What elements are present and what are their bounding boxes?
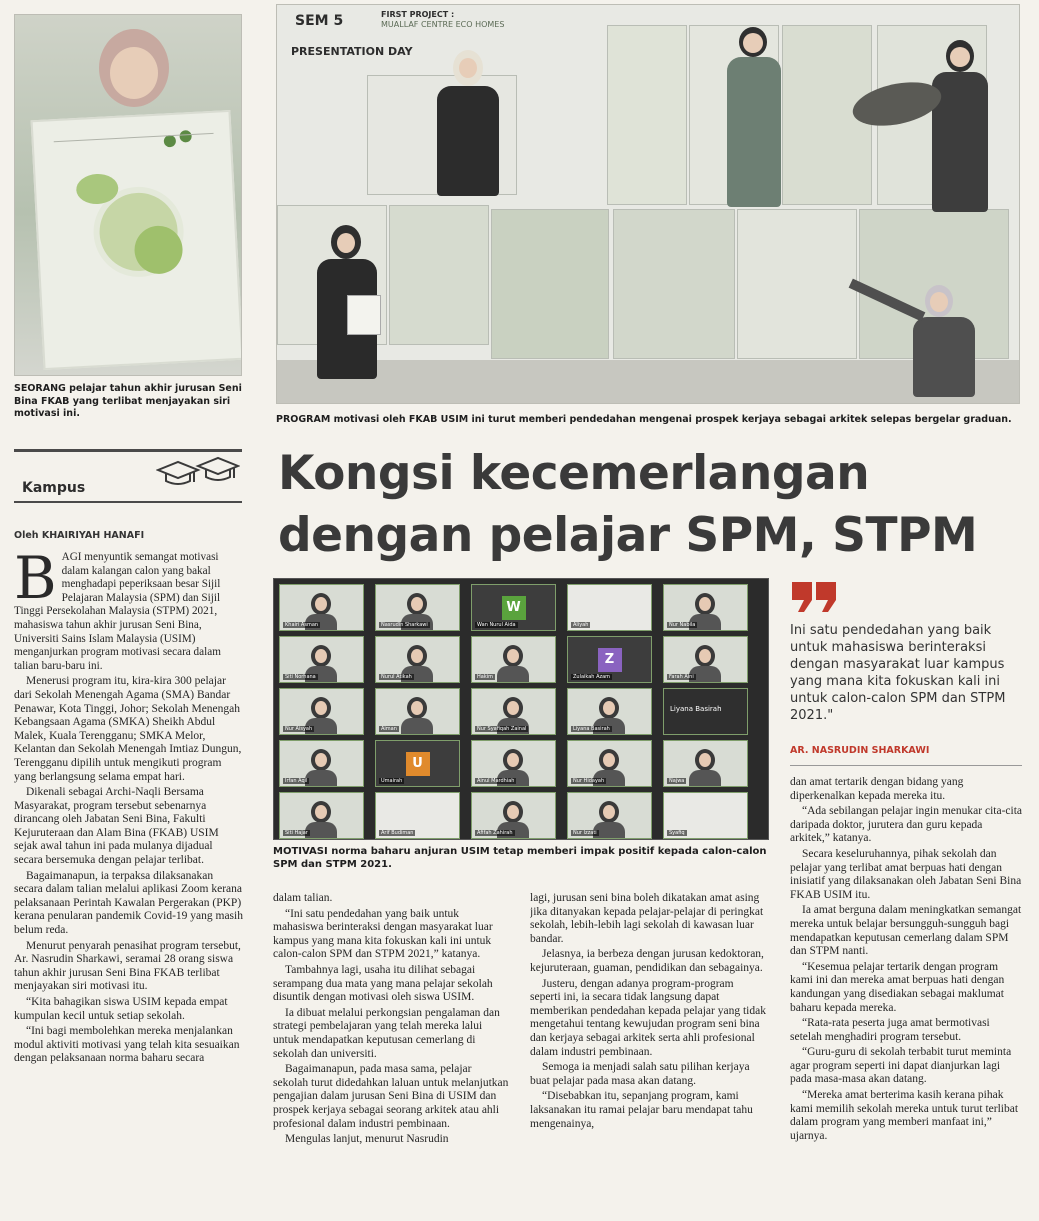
article-paragraph: “Kita bahagikan siswa USIM kepada empat kumpulan kecil untuk setiap sekolah. [14, 996, 228, 1022]
participant-initial-avatar: Z [598, 648, 622, 672]
zoom-participant-tile [663, 688, 748, 735]
headline-line2: dengan pelajar SPM, STPM [278, 508, 978, 563]
article-paragraph: “Ini satu pendedahan yang baik untuk mahasiswa berinteraksi dengan masyarakat luar kampus yang mana kita fokuskan kali ini untuk calon-calon SPM dan STPM 2021,” katanya. [273, 907, 493, 961]
zoom-participant-tile [279, 792, 364, 839]
article-paragraph: “Rata-rata peserta juga amat bermotivasi setelah menghadiri program tersebut. [790, 1017, 990, 1043]
zoom-participant-tile [567, 584, 652, 631]
zoom-participant-tile [471, 688, 556, 735]
article-paragraph: Jelasnya, ia berbeza dengan jurusan kedoktoran, kejuruteraan, guaman, pendidikan dan sebagainya. [530, 948, 764, 974]
article-column-3 [530, 892, 766, 1217]
zoom-participant-tile [375, 584, 460, 631]
headline-line1: Kongsi kecemerlangan [278, 446, 870, 501]
participant-name-label: Ainul Mardhiah [477, 778, 515, 784]
participant-name-label: Afifah Zahirah [477, 830, 513, 836]
participant-name-label: Nur Izzati [573, 830, 597, 836]
zoom-participant-tile [471, 584, 556, 631]
zoom-participant-tile [567, 740, 652, 787]
participant-name-label: Siti Hajar [285, 830, 308, 836]
pull-quote: Ini satu pendedahan yang baik untuk mahasiswa berinteraksi dengan masyarakat luar kampus yang mana kita fokuskan kali ini untuk calon-calon SPM dan STPM 2021." [790, 623, 1006, 723]
zoom-screenshot [273, 578, 769, 840]
zoom-participant-tile [279, 584, 364, 631]
zoom-participant-tile [375, 740, 460, 787]
zoom-participant-tile [471, 636, 556, 683]
article-paragraph: Dikenali sebagai Archi-Naqli Bersama Masyarakat, program tersebut sebenarnya dirancang oleh Jabatan Seni Bina, Fakulti Kejuruteraan dan Alam Bina (FKAB) USIM sejak awal tahun ini pada mulanya dijadual secara bersemuka dengan pelajar terlibat. [14, 786, 219, 867]
participant-name-label: Arif Budiman [381, 830, 414, 836]
article-paragraph: Menerusi program itu, kira-kira 300 pelajar dari Sekolah Menengah Agama (SMA) Bandar Penawar, Kota Tinggi, Johor; Sekolah Menengah Kebangsaan Agama (SMKA) Sheikh Abdul Malek, Kuala Terengganu; SMKA Melor, Kelantan dan Sekolah Menengah Imtiaz Dungun, Terengganu dipilih untuk mengikuti program yang berlangsung selama empat hari. [14, 675, 242, 783]
zoom-participant-tile [471, 740, 556, 787]
pull-quote-author: AR. NASRUDIN SHARKAWI [790, 745, 930, 756]
zoom-participant-tile [279, 688, 364, 735]
participant-name-label: Nasrudin Sharkawi [381, 622, 428, 628]
section-rule-bottom [14, 501, 242, 503]
participant-name-label: Nur Syafiqah Zainal [477, 726, 527, 732]
article-column-2 [273, 892, 509, 1217]
zoom-participant-tile [375, 636, 460, 683]
top-main-caption: PROGRAM motivasi oleh FKAB USIM ini turut memberi pendedahan mengenai prospek kerjaya sebagai arkitek selepas bergelar graduan. [276, 414, 1012, 425]
article-paragraph: dalam talian. [273, 892, 333, 904]
article-paragraph: Secara keseluruhannya, pihak sekolah dan pelajar yang terlibat amat berpuas hati dengan inisiatif yang dilaksanakan oleh Jabatan Seni Bina FKAB USIM itu. [790, 847, 1022, 901]
presentation-day-photo [276, 4, 1020, 404]
article-paragraph: “Mereka amat berterima kasih kerana pihak kami memilih sekolah mereka untuk turut terlibat dalam program yang memberi manfaat ini,” ujarnya. [790, 1089, 1019, 1142]
zoom-participant-tile [279, 740, 364, 787]
participant-name-label: Nur Aisyah [285, 726, 313, 732]
article-paragraph: Bagaimanapun, ia terpaksa dilaksanakan secara dalam talian melalui aplikasi Zoom kerana pelaksanaan Perintah Kawalan Pergerakan (PKP) kerana penularan pandemik Covid-19 yang masih belum reda. [14, 869, 243, 937]
article-paragraph: dan amat tertarik dengan bidang yang diperkenalkan kepada mereka itu. [790, 776, 964, 802]
zoom-participant-tile [663, 740, 748, 787]
participant-name-label: Siti Norhana [285, 674, 316, 680]
byline: Oleh KHAIRIYAH HANAFI [14, 530, 145, 541]
participant-name-label: Khairi Asman [285, 622, 319, 628]
zoom-participant-tile [567, 636, 652, 683]
participant-name-label: Nurul Atikah [381, 674, 412, 680]
article-paragraph: Semoga ia menjadi salah satu pilihan kerjaya buat pelajar pada masa akan datang. [530, 1061, 750, 1087]
article-paragraph: “Ada sebilangan pelajar ingin menukar cita-cita daripada doktor, jurutera dan guru kepada arkitek,” katanya. [790, 805, 1022, 845]
site-model-board [31, 110, 242, 370]
article-paragraph: Bagaimanapun, pada masa sama, pelajar sekolah turut didedahkan laluan untuk melanjutkan pengajian dalam jurusan Seni Bina di USIM dan prospek kerjaya sebagai seorang arkitek atau ahli profesional dalam industri pembinaan. [273, 1063, 509, 1130]
participant-name-label: Wan Nurul Aida [477, 622, 516, 628]
article-column-1 [14, 551, 244, 1211]
participant-name-card: Liyana Basirah [670, 705, 722, 713]
article-paragraph: lagi, jurusan seni bina boleh dikatakan amat asing jika ditanyakan kepada pelajar-pelajar di peringkat sekolah, lebih-lebih lagi sekolah di kawasan luar bandar. [530, 892, 764, 945]
zoom-participant-tile [567, 688, 652, 735]
section-label: Kampus [22, 480, 86, 496]
participant-name-label: Syafiq [669, 830, 685, 836]
article-paragraph: “Disebabkan itu, sepanjang program, kami laksanakan itu ramai pelajar baru mendapat tahu mengenainya, [530, 1090, 753, 1130]
participant-initial-avatar: W [502, 596, 526, 620]
first-project-name: MUALLAF CENTRE ECO HOMES [381, 20, 505, 29]
quote-mark-icon [790, 580, 840, 614]
participant-name-label: Liyana Basirah [573, 726, 610, 732]
sem-label: SEM 5 [295, 13, 344, 29]
article-paragraph: Justeru, dengan adanya program-program seperti ini, ia secara tidak langsung dapat memberikan pendedahan kepada pelajar yang tidak mengetahui tentang kewujudan program seni bina dan kerjaya sebagai arkitek serta ahli profesional dalam industri pembinaan. [530, 977, 766, 1058]
participant-name-label: Hakim [477, 674, 493, 680]
zoom-participant-tile [663, 792, 748, 839]
zoom-caption: MOTIVASI norma baharu anjuran USIM tetap memberi impak positif kepada calon-calon SPM dan STPM 2021. [273, 846, 767, 870]
participant-name-label: Irfan Aqil [285, 778, 308, 784]
zoom-participant-tile [471, 792, 556, 839]
zoom-participant-tile [279, 636, 364, 683]
article-paragraph: “Guru-guru di sekolah terbabit turut meminta agar program seperti ini dapat dianjurkan lagi pada masa-masa akan datang. [790, 1046, 1012, 1086]
participant-initial-avatar: U [406, 752, 430, 776]
section-rule-top [14, 449, 242, 452]
article-paragraph: “Kesemua pelajar tertarik dengan program kami ini dan mereka amat berpuas hati dengan kandungan yang disediakan sebagai maklumat baharu kepada mereka. [790, 960, 1005, 1014]
article-paragraph: Mengulas lanjut, menurut Nasrudin [285, 1133, 449, 1146]
drop-cap: B [14, 551, 57, 612]
zoom-participant-tile [375, 688, 460, 735]
participant-name-label: Nur Nabila [669, 622, 696, 628]
zoom-participant-tile [663, 584, 748, 631]
student-model-photo [14, 14, 242, 376]
participant-name-label: Nur Hidayah [573, 778, 605, 784]
article-paragraph: Ia dibuat melalui perkongsian pengalaman dan strategi pembelajaran yang telah mereka lalui untuk mendapatkan keputusan cemerlang di sekolah dan universiti. [273, 1006, 500, 1060]
pull-quote-divider [790, 765, 1022, 766]
zoom-participant-tile [375, 792, 460, 839]
article-paragraph: “Ini bagi membolehkan mereka menjalankan modul aktiviti motivasi yang telah kita sesuaikan dengan pelaksanaan norma baharu secara [14, 1025, 240, 1065]
article-paragraph: Ia amat berguna dalam meningkatkan semangat mereka untuk belajar bersungguh-sungguh bagi mendapatkan keputusan cemerlang dalam SPM dan STPM nanti. [790, 904, 1022, 958]
presentation-day-label: PRESENTATION DAY [291, 45, 413, 58]
article-paragraph: Menurut penyarah penasihat program tersebut, Ar. Nasrudin Sharkawi, seramai 28 orang siswa tahun akhir jurusan Seni Bina FKAB terlibat menjayakan siri motivasi itu. [14, 939, 241, 993]
participant-name-label: Farah Aini [669, 674, 694, 680]
article-column-4 [790, 776, 1022, 1216]
article-paragraph: Tambahnya lagi, usaha itu dilihat sebagai serampang dua mata yang mana pelajar sekolah disuntik dengan motivasi oleh siswa USIM. [273, 963, 493, 1004]
participant-name-label: Umairah [381, 778, 403, 784]
participant-name-label: Aiman [381, 726, 397, 732]
participant-name-label: Aliyah [573, 622, 589, 628]
graduation-cap-icon [156, 454, 240, 494]
first-project-label: FIRST PROJECT : [381, 10, 455, 19]
participant-name-label: Najwa [669, 778, 685, 784]
zoom-participant-tile [663, 636, 748, 683]
article-paragraph: AGI menyuntik semangat motivasi dalam kalangan calon yang bakal menghadapi peperiksaan besar Sijil Pelajaran Malaysia (SPM) dan Sijil Tinggi Persekolahan Malaysia (STPM) 2021, mahasiswa tahun akhir jurusan Seni Bina, Universiti Sains Islam Malaysia (USIM) menganjurkan program motivasi secara dalam talian baru-baru ini. [14, 551, 221, 672]
participant-name-label: Zulaikah Azam [573, 674, 611, 680]
top-left-caption: SEORANG pelajar tahun akhir jurusan Seni Bina FKAB yang terlibat menjayakan siri motivasi ini. [14, 383, 242, 419]
zoom-participant-tile [567, 792, 652, 839]
